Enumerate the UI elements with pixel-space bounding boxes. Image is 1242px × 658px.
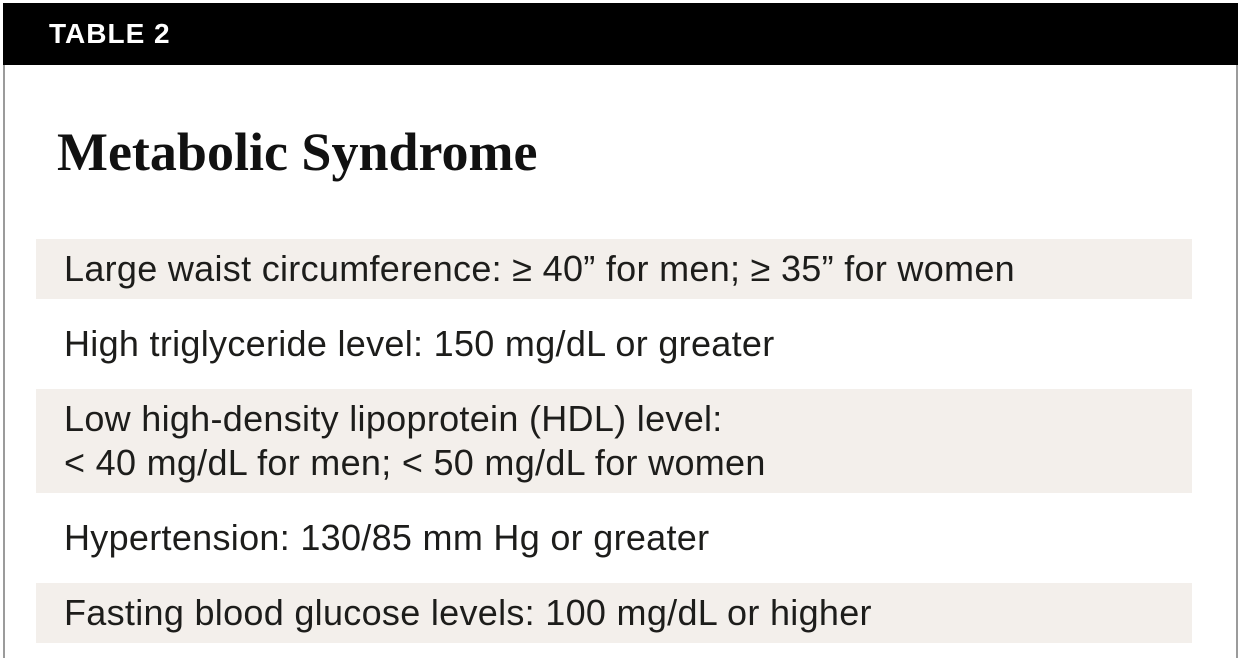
table-title: Metabolic Syndrome [57,122,538,182]
table-header-bar [3,3,1238,65]
criterion-row-glucose [36,583,1192,643]
table-number-label: TABLE 2 [49,18,171,49]
criterion-row-waist [36,239,1192,299]
table-panel [3,65,1238,658]
criterion-text: Low high-density lipoprotein (HDL) level: [64,398,723,439]
criteria-list [36,239,1192,643]
criterion-text: < 40 mg/dL for men; < 50 mg/dL for women [64,442,766,483]
criterion-row-hdl [36,389,1192,493]
criterion-text: High triglyceride level: 150 mg/dL or greater [64,323,775,364]
criterion-row-triglyceride [36,314,1192,374]
criterion-row-hypertension [36,508,1192,568]
criterion-text: Large waist circumference: ≥ 40” for men; ≥ 35” for women [64,248,1015,289]
criterion-text: Hypertension: 130/85 mm Hg or greater [64,517,710,558]
table-figure [3,3,1238,658]
criterion-text: Fasting blood glucose levels: 100 mg/dL or higher [64,592,872,633]
